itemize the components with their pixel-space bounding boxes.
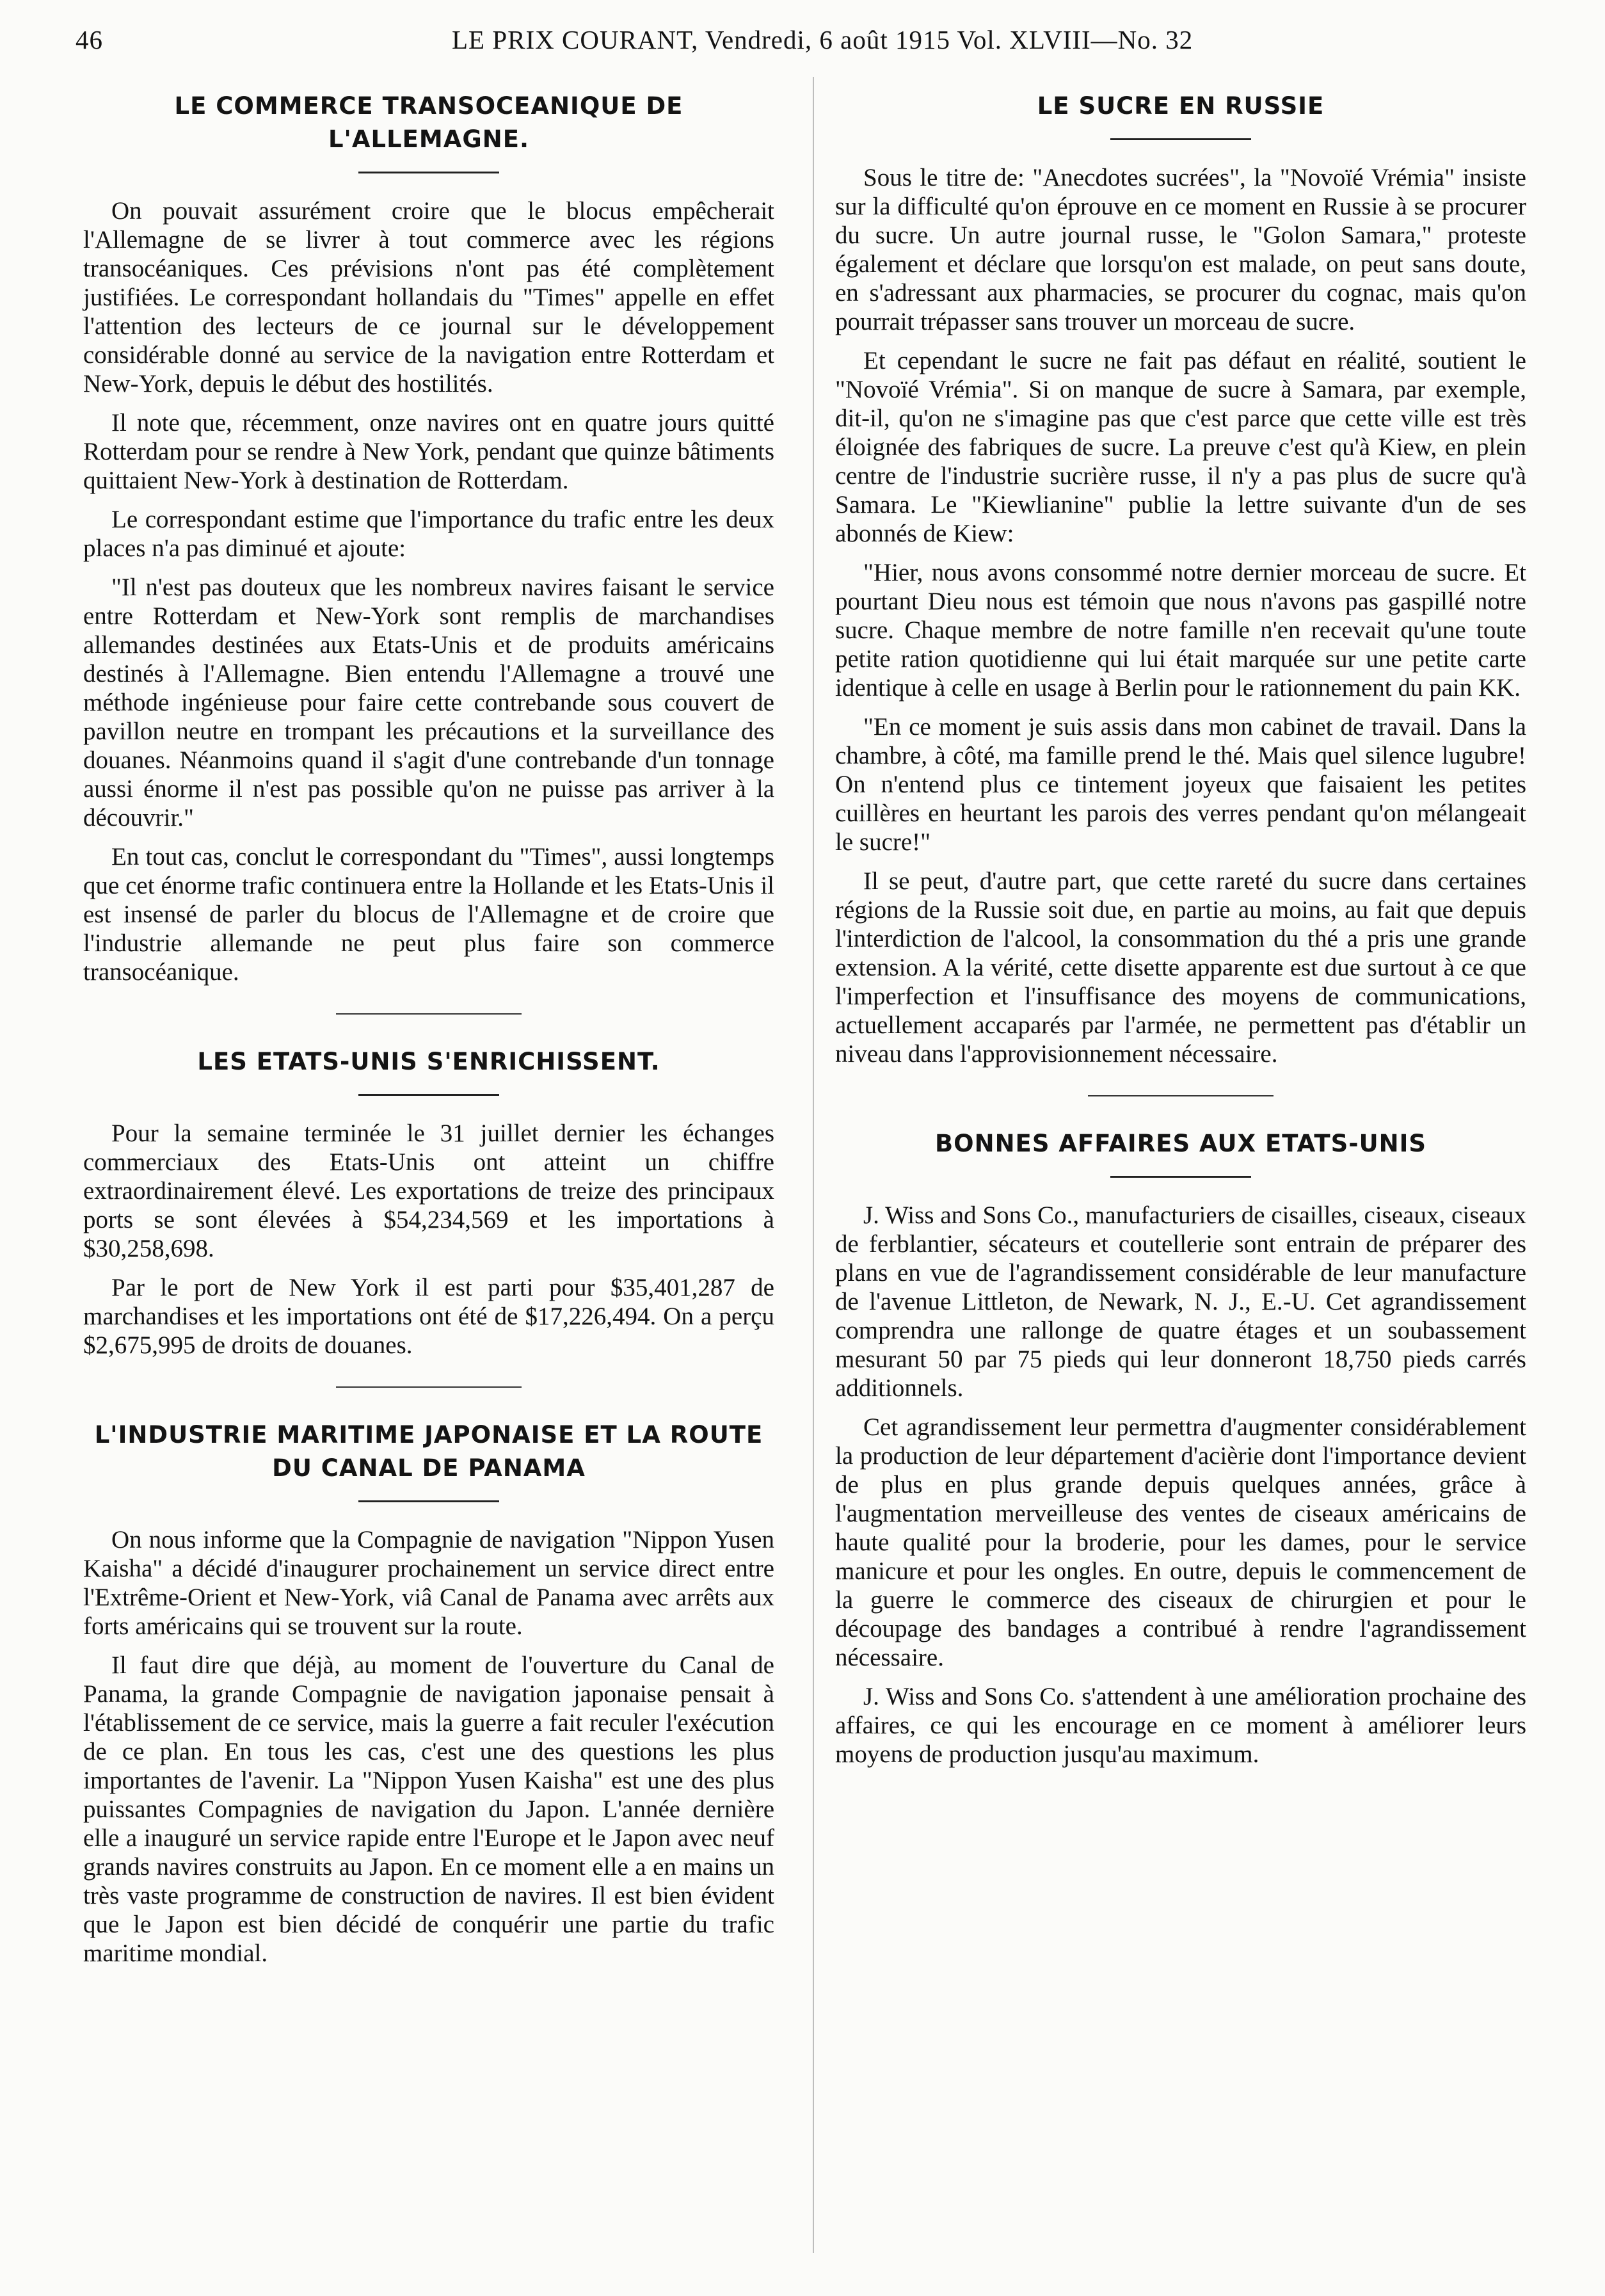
left-column	[83, 90, 774, 1978]
paragraph: Par le port de New York il est parti pour $35,401,287 de marchandises et les importations ont été de $17,226,494. On a perçu $2,675,995 de droits de douanes.	[83, 1274, 774, 1359]
paragraph: Sous le titre de: "Anecdotes sucrées", la "Novoïé Vrémia" insiste sur la difficulté qu'on éprouve en ce moment en Russie à se procurer du sucre. Un autre journal russe, le "Golon Samara," proteste également et déclare que lorsqu'on est malade, on peut sans doute, en s'adressant aux pharmacies, se procurer du cognac, mais qu'on pourrait trépasser sans trouver un morceau de sucre.	[835, 164, 1526, 335]
paragraph: Il note que, récemment, onze navires ont en quatre jours quitté Rotterdam pour se rendre à New York, pendant que quinze bâtiments quittaient New-York à destination de Rotterdam.	[83, 409, 774, 494]
article-separator	[336, 1013, 522, 1015]
article-commerce-allemagne	[83, 90, 774, 986]
paragraph: Pour la semaine terminée le 31 juillet dernier les échanges commerciaux des Etats-Unis ont atteint un chiffre extraordinairement élevé. Les exportations de treize des principaux ports se sont élevées à $54,234,569 et les importations à $30,258,698.	[83, 1120, 774, 1262]
article-title: BONNES AFFAIRES AUX ETATS-UNIS	[934, 1130, 1427, 1157]
paragraph: En tout cas, conclut le correspondant du "Times", aussi longtemps que cet énorme trafic continuera entre la Hollande et les Etats-Unis il est insensé de parler du blocus de l'Allemagne et de croire que l'industrie allemande ne peut plus faire son commerce transocéanique.	[83, 843, 774, 986]
article-title: LES ETATS-UNIS S'ENRICHISSENT.	[197, 1048, 660, 1075]
masthead: LE PRIX COURANT, Vendredi, 6 août 1915 Vol. XLVIII—No. 32	[452, 25, 1194, 54]
paragraph: J. Wiss and Sons Co., manufacturiers de cisailles, ciseaux, ciseaux de ferblantier, sécateurs et coutellerie sont entrain de préparer des plans en vue de l'agrandissement considérable de leur manufacture de l'avenue Littleton, de Newark, N. J., E.-U. Cet agrandissement comprendra une rallonge de quatre étages et un soubassement mesurant 50 par 75 pieds qui leur donneront 18,750 pieds carrés additionnels.	[835, 1201, 1526, 1402]
title-rule	[1110, 1176, 1251, 1178]
paragraph: "Il n'est pas douteux que les nombreux navires faisant le service entre Rotterdam et New-York sont remplis de marchandises allemandes destinées aux Etats-Unis et de produits américains destinés à l'Allemagne. Bien entendu l'Allemagne a trouvé une méthode ingénieuse pour faire cette contrebande sous couvert de pavillon neutre en trompant les précautions et la surveillance des douanes. Néanmoins quand il s'agit d'une contrebande d'un tonnage aussi énorme il n'est pas possible qu'on ne puisse pas arriver à la découvrir."	[83, 574, 774, 831]
article-title: L'INDUSTRIE MARITIME JAPONAISE ET LA ROUTE DU CANAL DE PANAMA	[94, 1421, 763, 1482]
paragraph: "Hier, nous avons consommé notre dernier morceau de sucre. Et pourtant Dieu nous est témoin que nous n'avons pas gaspillé notre sucre. Chaque membre de notre famille n'en recevait qu'une toute petite ration quotidienne qui lui était marquée sur une petite carte identique à celle en usage à Berlin pour le rationnement du pain KK.	[835, 559, 1526, 702]
paragraph: Et cependant le sucre ne fait pas défaut en réalité, soutient le "Novoïé Vrémia". Si on manque de sucre à Samara, par exemple, dit-il, qu'on ne s'imagine pas que c'est parce que cette ville est très éloignée des fabriques de sucre. La preuve c'est qu'à Kiew, en plein centre de l'industrie sucrière russe, il n'y a pas plus de sucre qu'à Samara. Le "Kiewlianine" publie la lettre suivante d'un de ses abonnés de Kiew:	[835, 347, 1526, 547]
article-title: LE SUCRE EN RUSSIE	[1037, 92, 1325, 120]
paragraph: Il se peut, d'autre part, que cette rareté du sucre dans certaines régions de la Russie soit due, en partie au moins, au fait que depuis l'interdiction de l'alcool, la consommation du thé a pris une grande extension. A la vérité, cette disette apparente est due surtout à ce que l'imperfection et l'insuffisance des moyens de communications, actuellement accaparés par l'armée, ne permettent pas d'établir un niveau dans l'approvisionnement nécessaire.	[835, 867, 1526, 1068]
title-rule	[1110, 138, 1251, 140]
paragraph: Le correspondant estime que l'importance du trafic entre les deux places n'a pas diminué et ajoute:	[83, 506, 774, 562]
paragraph: On pouvait assurément croire que le blocus empêcherait l'Allemagne de se livrer à tout commerce avec les régions transocéaniques. Ces prévisions n'ont pas été complètement justifiées. Le correspondant hollandais du "Times" appelle en effet l'attention des lecteurs de ce journal sur le développement considérable donné au service de la navigation entre Rotterdam et New-York, depuis le début des hostilités.	[83, 197, 774, 397]
article-title: LE COMMERCE TRANSOCEANIQUE DE L'ALLEMAGNE.	[174, 92, 683, 153]
paragraph: Cet agrandissement leur permettra d'augmenter considérablement la production de leur département d'acièrie dont l'importance devient de plus en plus grande depuis quelques années, grâce à l'augmentation merveilleuse des ventes de ciseaux américains de haute qualité pour la broderie, pour les dames, pour le service manicure et pour les ongles. En outre, depuis le commencement de la guerre le commerce des ciseaux de chirurgien et pour le découpage des bandages a contribué à rendre l'agrandissement nécessaire.	[835, 1413, 1526, 1671]
article-separator	[1088, 1095, 1274, 1096]
page-number: 46	[76, 25, 103, 54]
paragraph: On nous informe que la Compagnie de navigation "Nippon Yusen Kaisha" a décidé d'inaugurer prochainement un service direct entre l'Extrême-Orient et New-York, viâ Canal de Panama avec arrêts aux forts américains qui se trouvent sur la route.	[83, 1526, 774, 1640]
column-divider	[813, 77, 814, 2253]
article-sucre-russie	[835, 90, 1526, 1068]
title-rule	[358, 172, 499, 173]
paragraph: "En ce moment je suis assis dans mon cabinet de travail. Dans la chambre, à côté, ma famille prend le thé. Mais quel silence lugubre! On n'entend plus ce tintement joyeux que faisaient les petites cuillères en heurtant les parois des verres pendant qu'on mélangeait le sucre!"	[835, 713, 1526, 856]
article-separator	[336, 1386, 522, 1388]
article-bonnes-affaires	[835, 1127, 1526, 1769]
article-etats-unis-enrichissent	[83, 1045, 774, 1360]
article-industrie-maritime-japonaise	[83, 1418, 774, 1968]
paragraph: Il faut dire que déjà, au moment de l'ouverture du Canal de Panama, la grande Compagnie de navigation japonaise pensait à l'établissement de ce service, mais la guerre a fait reculer l'exécution de ce plan. En tous les cas, c'est une des questions les plus importantes de l'avenir. La "Nippon Yusen Kaisha" est une des plus puissantes Compagnies de navigation du Japon. L'année dernière elle a inauguré un service rapide entre l'Europe et le Japon avec neuf grands navires construits au Japon. En ce moment elle a en mains un très vaste programme de construction de navires. Il est bien évident que le Japon est bien décidé de conquérir une partie du trafic maritime mondial.	[83, 1651, 774, 1967]
title-rule	[358, 1500, 499, 1502]
title-rule	[358, 1094, 499, 1096]
right-column	[835, 90, 1526, 1779]
paragraph: J. Wiss and Sons Co. s'attendent à une amélioration prochaine des affaires, ce qui les encourage en ce moment à améliorer leurs moyens de production jusqu'au maximum.	[835, 1683, 1526, 1768]
